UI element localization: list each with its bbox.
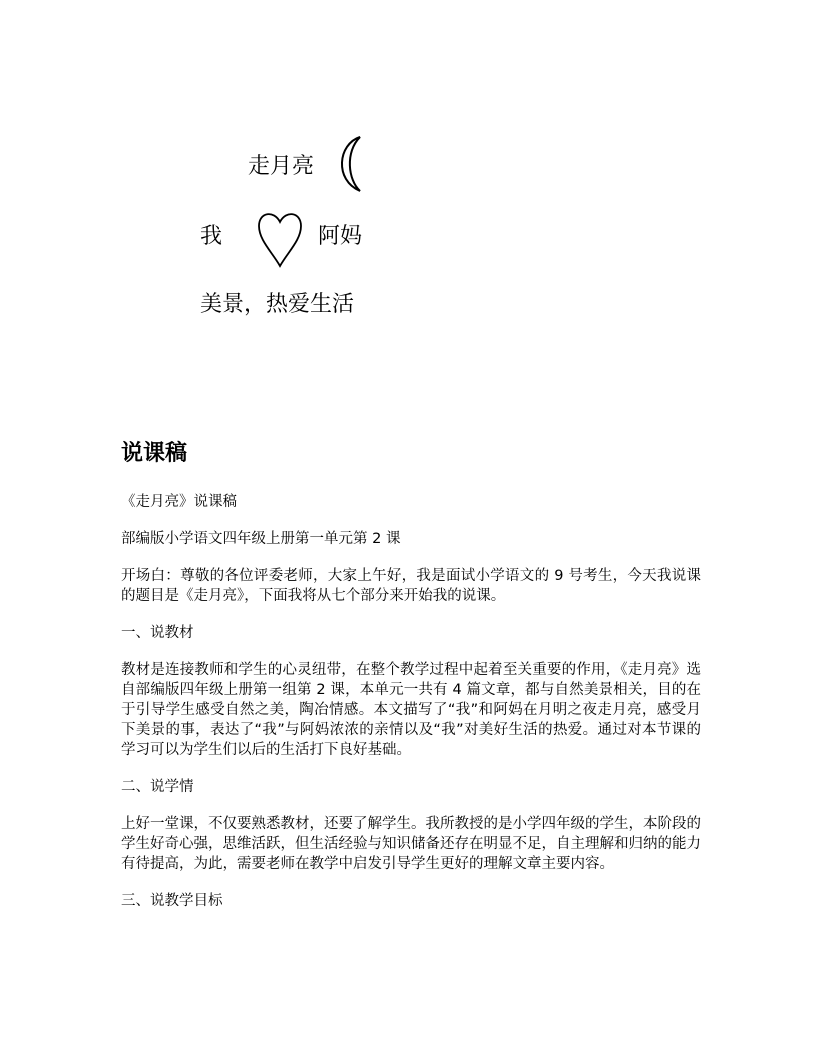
lesson-title-line: 《走月亮》说课稿 (121, 494, 237, 510)
figure-mother-label: 阿妈 (318, 224, 363, 249)
textbook-info-line: 部编版小学语文四年级上册第一单元第 2 课 (121, 531, 401, 547)
figure-title: 走月亮 (248, 154, 315, 179)
blackboard-figure (190, 128, 390, 328)
document-heading: 说课稿 (121, 441, 188, 466)
opening-paragraph: 开场白：尊敬的各位评委老师，大家上午好，我是面试小学语文的 9 号考生，今天我说课的题目是《走月亮》，下面我将从七个部分来开始我的说课。 (121, 568, 701, 604)
section-heading-materials: 一、说教材 (121, 625, 194, 641)
students-paragraph: 上好一堂课，不仅要熟悉教材，还要了解学生。我所教授的是小学四年级的学生，本阶段的学生好奇心强，思维活跃，但生活经验与知识储备还存在明显不足，自主理解和归纳的能力有待提高，为此，需要老师在教学中启发引导学生更好的理解文章主要内容。 (121, 816, 701, 872)
document-body (121, 492, 701, 928)
section-heading-objectives: 三、说教学目标 (121, 893, 223, 909)
materials-paragraph: 教材是连接教师和学生的心灵纽带，在整个教学过程中起着至关重要的作用，《走月亮》选自部编版四年级上册第一组第 2 课，本单元一共有 4 篇文章，都与自然美景相关，目的在于引导学生感受自然之美，陶冶情感。本文描写了“我”和阿妈在月明之夜走月亮，感受月下美景的事，表达了“我”与阿妈浓浓的亲情以及“我”对美好生活的热爱。通过对本节课的学习可以为学生们以后的生活打下良好基础。 (121, 662, 701, 758)
figure-me-label: 我 (200, 224, 223, 249)
heart-icon (256, 208, 304, 268)
section-heading-students: 二、说学情 (121, 779, 194, 795)
figure-bottom-line: 美景，热爱生活 (200, 292, 355, 317)
crescent-moon-icon (330, 134, 370, 194)
